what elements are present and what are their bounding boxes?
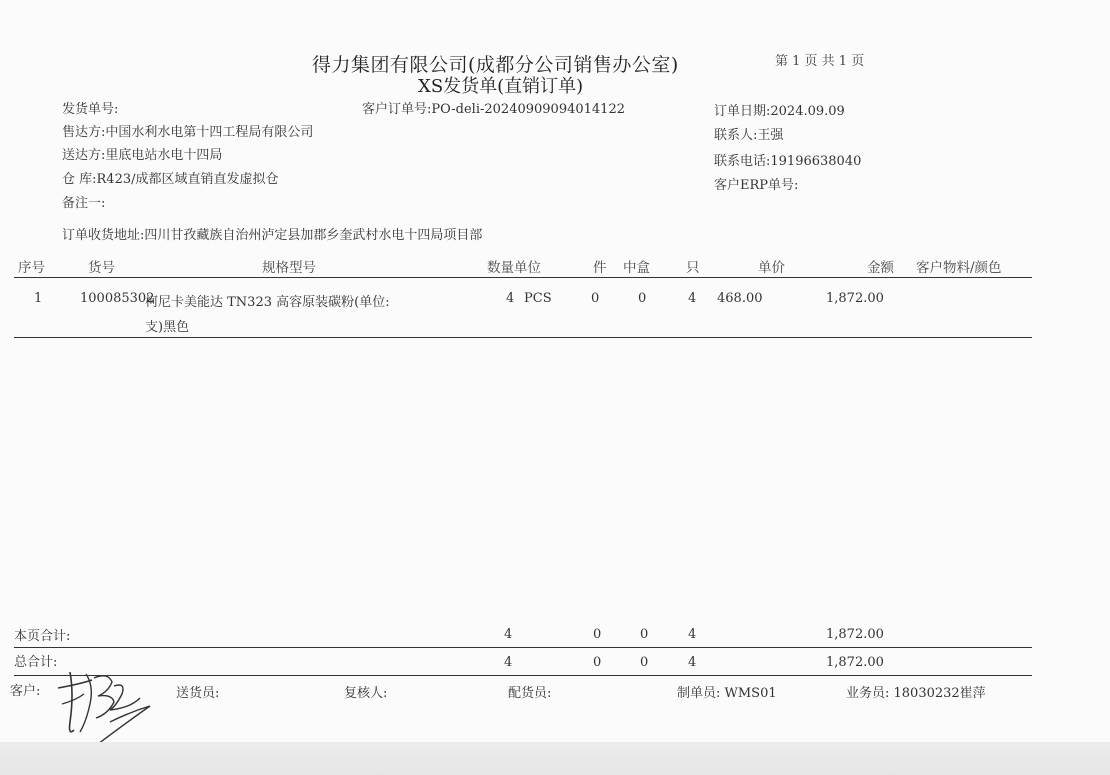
customer-order-number: 客户订单号:PO-deli-20240909094014122 [362,102,625,117]
col-amount: 金额 [867,260,894,276]
page-total-amount: 1,872.00 [826,627,884,642]
row-item-no: 100085302 [80,291,155,306]
ship-to-party: 送达方:里底电站水电十四局 [62,148,223,163]
row-unit: PCS [524,291,552,306]
reviewer-label: 复核人: [344,686,388,701]
salesperson-label: 业务员: 18030232崔萍 [846,686,986,701]
page-total-label: 本页合计: [14,629,71,644]
col-item-no: 货号 [88,260,115,276]
col-unit-price: 单价 [758,260,785,276]
deliverer-label: 送货员: [176,686,220,701]
col-each: 只 [686,260,700,276]
row-amount: 1,872.00 [826,291,884,306]
row-pieces: 0 [591,291,600,306]
col-seq: 序号 [18,260,45,276]
row-seq: 1 [34,291,43,306]
page-indicator: 第 1 页 共 1 页 [775,54,865,69]
col-qty-unit: 数量单位 [487,260,541,276]
grand-total-each: 4 [688,655,697,670]
picker-label: 配货员: [508,686,552,701]
col-customer-material: 客户物料/颜色 [916,260,1002,276]
page-total-rule [14,647,1032,648]
row-qty: 4 [506,291,515,306]
page-total-qty: 4 [504,627,513,642]
grand-total-amount: 1,872.00 [826,655,884,670]
grand-total-label: 总合计: [14,655,58,670]
contact-phone: 联系电话:19196638040 [714,154,862,169]
page-total-each: 4 [688,627,697,642]
col-spec: 规格型号 [262,260,316,276]
customer-signature-label: 客户: [10,684,41,699]
customer-erp-number: 客户ERP单号: [714,178,799,193]
contact-person: 联系人:王强 [714,128,784,143]
warehouse: 仓 库:R423/成都区域直销直发虚拟仓 [62,172,279,187]
col-mid-box: 中盒 [623,260,650,276]
table-header-rule [14,277,1032,278]
sold-to-party: 售达方:中国水利水电第十四工程局有限公司 [62,125,314,140]
table-body-rule [14,337,1032,338]
company-title: 得力集团有限公司(成都分公司销售办公室) [312,54,679,76]
row-spec-line2: 支)黑色 [145,320,190,335]
grand-total-mid-box: 0 [640,655,649,670]
order-date: 订单日期:2024.09.09 [714,104,845,119]
scan-bottom-margin [0,742,1110,775]
grand-total-pieces: 0 [593,655,602,670]
grand-total-rule [14,675,1032,676]
creator-label: 制单员: WMS01 [677,686,777,701]
page-total-pieces: 0 [593,627,602,642]
row-unit-price: 468.00 [717,291,763,306]
document-subtitle: XS发货单(直销订单) [418,76,584,97]
row-spec-line1: 柯尼卡美能达 TN323 高容原装碳粉(单位: [145,295,390,310]
handwritten-signature [50,664,160,746]
ship-number-label: 发货单号: [62,102,119,117]
remark-1: 备注一: [62,196,106,211]
page-total-mid-box: 0 [640,627,649,642]
col-pieces: 件 [593,260,607,276]
grand-total-qty: 4 [504,655,513,670]
row-each: 4 [688,291,697,306]
delivery-address: 订单收货地址:四川甘孜藏族自治州泸定县加郡乡奎武村水电十四局项目部 [62,228,483,243]
row-mid-box: 0 [638,291,647,306]
